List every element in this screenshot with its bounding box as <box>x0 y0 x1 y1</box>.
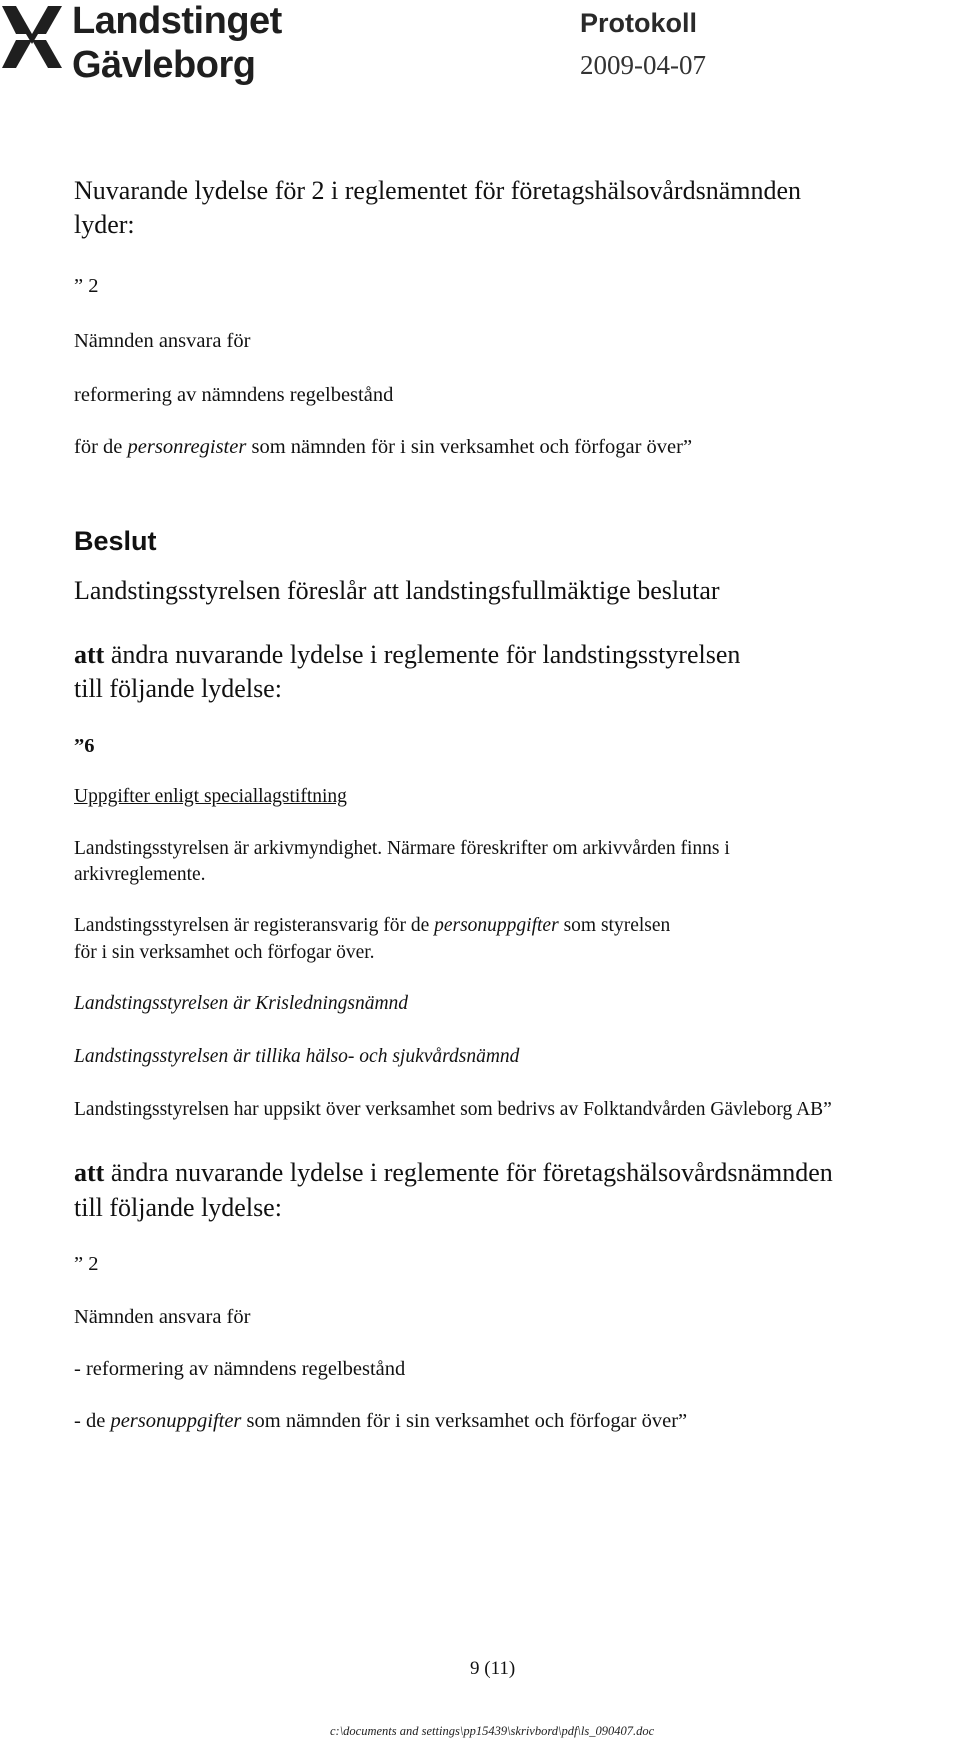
paragraph-line: Landstingsstyrelsen är tillika hälso- och sjukvårdsnämnd <box>74 1046 520 1067</box>
intro-line1: Nuvarande lydelse för 2 i reglementet för företagshälsovårdsnämnden <box>74 176 802 205</box>
paragraph-line: Landstingsstyrelsen är arkivmyndighet. Närmare föreskrifter om arkivvården finns i <box>74 838 730 859</box>
att-clause-continued: till följande lydelse: <box>74 1193 282 1222</box>
att-clause: att ändra nuvarande lydelse i reglemente för företagshälsovårdsnämnden <box>74 1158 833 1187</box>
responsibility-item: - de personuppgifter som nämnden för i sin verksamhet och förfogar över” <box>74 1410 688 1432</box>
paragraph-line: för i sin verksamhet och förfogar över. <box>74 942 375 963</box>
decision-proposal: Landstingsstyrelsen föreslår att landstingsfullmäktige beslutar <box>74 576 720 605</box>
section-reference: ” 2 <box>74 1253 99 1275</box>
landstinget-logo-icon <box>2 6 64 76</box>
document-type: Protokoll <box>580 8 698 38</box>
logo-text-line1: Landstinget <box>72 0 282 42</box>
section-reference: ”6 <box>74 735 95 757</box>
paragraph-line: arkivreglemente. <box>74 864 206 885</box>
responsibility-heading: Nämnden ansvara för <box>74 1306 251 1328</box>
decision-heading: Beslut <box>74 526 157 556</box>
intro-line2: lyder: <box>74 210 135 239</box>
att-clause: att ändra nuvarande lydelse i reglemente för landstingsstyrelsen <box>74 640 741 669</box>
logo-text-line2: Gävleborg <box>72 44 256 86</box>
logo <box>0 0 300 92</box>
section-reference: ” 2 <box>74 275 99 297</box>
paragraph-line: Landstingsstyrelsen har uppsikt över verksamhet som bedrivs av Folktandvården Gävleborg AB” <box>74 1099 832 1120</box>
file-path: c:\documents and settings\pp15439\skrivbord\pdf\ls_090407.doc <box>330 1724 655 1738</box>
att-clause-continued: till följande lydelse: <box>74 674 282 703</box>
page-number: 9 (11) <box>470 1658 516 1679</box>
responsibility-heading: Nämnden ansvara för <box>74 330 251 352</box>
paragraph-line: Landstingsstyrelsen är registeransvarig för de personuppgifter som styrelsen <box>74 915 671 936</box>
subheading: Uppgifter enligt speciallagstiftning <box>74 786 347 807</box>
paragraph-line: Landstingsstyrelsen är Krisledningsnämnd <box>74 993 409 1014</box>
responsibility-item: för de personregister som nämnden för i sin verksamhet och förfogar över” <box>74 436 693 458</box>
responsibility-item: reformering av nämndens regelbestånd <box>74 384 394 406</box>
document-date: 2009-04-07 <box>580 50 706 80</box>
responsibility-item: - reformering av nämndens regelbestånd <box>74 1358 406 1380</box>
